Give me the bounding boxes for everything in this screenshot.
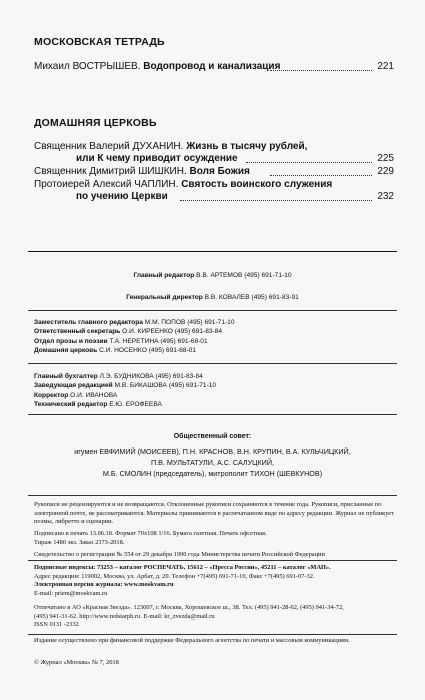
divider [28,560,397,561]
toc-entry[interactable] [34,141,394,165]
printing-house-line: Отпечатано в АО «Красная Звезда». 123007, г. Москва, Хорошевское ш., 38. Тел. (495) 941-28-62, (495) 941-34-72, [34,604,344,611]
chief-editor-phone: (495) 691-71-10 [244,272,292,279]
print-info-line: Подписано в печать 13.06.18. Формат 70х108 1/16. Бумага газетная. Печать офсетная. [34,530,267,537]
council-line: игумен ЕВФИМИЙ (МОИСЕЕВ), П.Н. КРАСНОВ, В.Н. КРУПИН, В.А. КУЛЬЧИЦКИЙ, [74,447,351,456]
staff-role: Домашняя церковь [34,347,98,355]
toc-author: Священник Димитрий ШИШКИН. [34,166,190,177]
director-line [0,293,425,302]
staff-row [34,400,216,409]
print-info-line: Тираж 1480 экз. Заказ 2373-2018. [34,538,125,546]
staff-role: Корректор [34,391,69,399]
divider [28,310,397,311]
council-block [0,432,425,441]
support-notice: Издание осуществлено при финансовой поддержке Федерального агентства по печати и массовым коммуникациям. [34,637,350,644]
manuscripts-notice: Рукописи не рецензируются и не возвращаются. Отклоненные рукописи сохраняются в течение года. Рукописи, присланные по электронной почте, не рассматриваются. Материалы принимаются в распечатанном виде по адресу редакции. Журнал не публикует поэмы, либретто и сценарии. [34,501,394,526]
staff-row [34,372,216,381]
staff-list-2 [34,372,216,410]
divider [28,414,397,415]
staff-phone: (495) 691-83-84 [174,328,223,336]
section-title-moscow-notebook: МОСКОВСКАЯ ТЕТРАДЬ [34,36,165,48]
editorial-address: Адрес редакции: 119002, Москва, ул. Арбат, д. 20. Телефон +7(495) 691-71-10, Факс +7(495) 691-07-32. [34,572,315,580]
toc-article-title-cont: или К чему приводит осуждение [76,153,238,164]
toc-article-title-cont: по учению Церкви [76,191,168,202]
printing-house-line: (495) 941-31-62. http://www.redstarph.ru. E-mail: kr_zvezda@mail.ru [34,612,215,620]
divider [28,251,397,252]
staff-name: Т.А. НЕРЕТИНА [109,337,159,345]
copyright: © Журнал «Москва» № 7, 2018 [34,659,119,666]
toc-page-number: 225 [374,153,394,165]
staff-role: Отдел прозы и поэзии [34,337,108,345]
staff-name: О.И. КИРЕЕНКО [122,328,173,336]
staff-row [34,327,235,336]
toc-author: Михаил ВОСТРЫШЕВ. [34,61,144,72]
staff-role: Технический редактор [34,401,108,409]
toc-page-number: 221 [374,61,394,73]
council-members [0,446,425,479]
staff-row [34,346,235,355]
toc-page-number: 232 [374,191,394,203]
staff-row [34,391,216,400]
toc-entry[interactable] [34,179,394,203]
council-line: П.В. МУЛЬТАТУЛИ, А.С. САЛУЦКИЙ, [150,458,275,467]
toc-page-number: 229 [374,166,394,178]
council-line: М.Б. СМОЛИН (председатель), митрополит ТИХОН (ШЕВКУНОВ) [102,469,323,478]
staff-row [34,381,216,390]
subscription-indexes: Подписные индексы: 73253 – каталог РОСПЕЧАТЬ, 15612 – «Пресса России», 45211 – каталог «МАП». [34,564,331,571]
email-link[interactable]: E-mail: priem@moskvam.ru [34,589,108,597]
toc-article-title: Водопровод и канализация [143,61,281,72]
toc-entry[interactable] [34,166,394,178]
toc-author: Священник Валерий ДУХАНИН. [34,141,187,152]
chief-editor-line [0,271,425,280]
director-phone: (495) 691-83-91 [251,294,299,301]
staff-role: Ответственный секретарь [34,328,121,336]
staff-name: О.И. ИВАНОВА [70,391,118,399]
chief-editor-name: В.В. АРТЕМОВ [196,272,243,279]
council-title: Общественный совет: [173,433,252,440]
toc-author: Протоиерей Алексий ЧАПЛИН. [34,179,182,190]
print-info [34,530,394,547]
toc-entry[interactable] [34,61,394,73]
staff-phone: (495) 691-71-10 [187,319,235,326]
staff-role: Главный бухгалтер [34,373,98,380]
staff-list-1 [34,318,235,356]
divider [28,634,397,635]
director-role: Генеральный директор [126,294,203,301]
staff-role: Заместитель главного редактора [34,319,143,326]
staff-name: М.М. ПОПОВ [144,319,186,326]
staff-name: М.В. БИКАШОВА [114,382,167,390]
web-link[interactable]: Электронная версия журнала: www.moskvam.ru [34,581,174,589]
staff-name: С.И. НОСЕНКО [99,347,147,355]
staff-name: Л.Э. БУДНИКОВА [99,373,154,380]
staff-row [34,318,235,327]
contacts-block [34,564,394,598]
director-name: В.В. КОВАЛЕВ [204,294,250,301]
printing-house [34,604,394,630]
staff-row [34,337,235,346]
divider [28,363,397,364]
issn: ISSN 0131 -2332 [34,621,79,629]
staff-phone: (495) 691-71-10 [168,382,217,390]
toc-article-title: Жизнь в тысячу рублей, [186,141,308,152]
toc-article-title: Святость воинского служения [181,179,333,190]
toc-article-title: Воля Божия [189,166,250,177]
staff-phone: (495) 691-68-01 [148,347,196,355]
section-title-home-church: ДОМАШНЯЯ ЦЕРКОВЬ [34,117,157,129]
registration-info: Свидетельство о регистрации № 554 от 29 декабря 1990 года Министерства печати Российской Федерации [34,551,325,558]
staff-role: Заведующая редакцией [34,382,113,390]
staff-phone: (495) 691-68-01 [160,337,208,345]
staff-name: Е.Ю. ЕРОФЕЕВА [109,401,162,409]
chief-editor-role: Главный редактор [133,272,195,279]
staff-phone: (495) 691-83-84 [155,373,203,380]
divider [28,495,397,496]
